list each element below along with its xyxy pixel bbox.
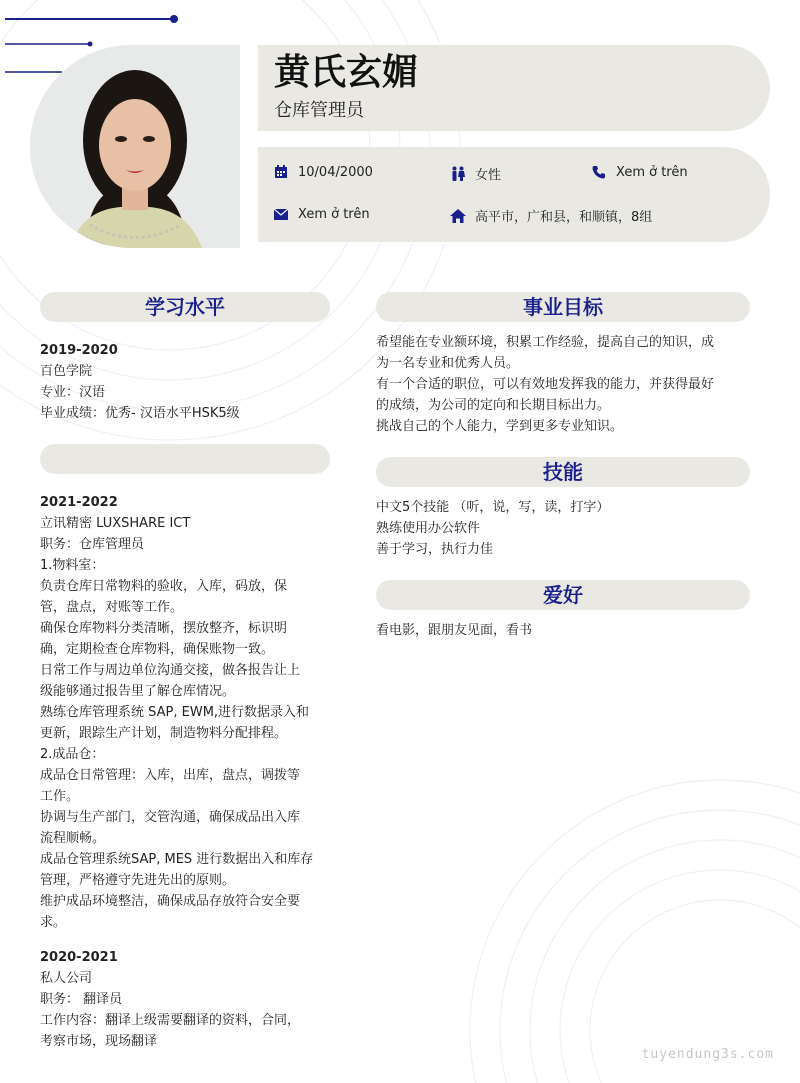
job-line: 维护成品环境整洁，确保成品存放符合安全要 bbox=[40, 894, 301, 909]
address-value: 高平市，广和县，和顺镇，8组 bbox=[475, 210, 653, 225]
skill-line: 中文5个技能 （听，说，写，读，打字） bbox=[376, 500, 610, 515]
objective-line: 为一名专业和优秀人员。 bbox=[376, 356, 520, 371]
job-line: 求。 bbox=[40, 915, 67, 930]
education-line: 专业：汉语 bbox=[40, 385, 106, 400]
education-title: 学习水平 bbox=[40, 292, 330, 322]
job-line: 1.物料室： bbox=[40, 558, 105, 573]
objective-content bbox=[376, 332, 766, 437]
address-row bbox=[447, 206, 652, 225]
job-line: 级能够通过报告里了解仓库情况。 bbox=[40, 684, 236, 699]
objective-title: 事业目标 bbox=[376, 292, 750, 322]
contact-panel bbox=[258, 147, 770, 242]
job-line: 协调与生产部门，交管沟通，确保成品出入库 bbox=[40, 810, 301, 825]
hobbies-title: 爱好 bbox=[376, 580, 750, 610]
objective-line: 挑战自己的个人能力，学到更多专业知识。 bbox=[376, 419, 624, 434]
job-line: 熟练仓库管理系统 SAP, EWM,进行数据录入和 bbox=[40, 705, 310, 720]
home-icon bbox=[447, 208, 469, 224]
job-line: 负责仓库日常物料的验收，入库，码放，保 bbox=[40, 579, 288, 594]
education-line: 毕业成绩：优秀- 汉语水平HSK5级 bbox=[40, 406, 240, 421]
profile-photo bbox=[30, 45, 240, 248]
candidate-role: 仓库管理员 bbox=[274, 100, 364, 121]
job-line: 考察市场，现场翻译 bbox=[40, 1034, 158, 1049]
job-line: 日常工作与周边单位沟通交接，做各报告让上 bbox=[40, 663, 301, 678]
name-panel bbox=[258, 45, 770, 131]
education-year: 2019-2020 bbox=[40, 343, 118, 358]
email-row bbox=[270, 206, 370, 222]
job-line: 成品仓日常管理：入库，出库，盘点，调拨等 bbox=[40, 768, 301, 783]
candidate-name: 黄氏玄媚 bbox=[274, 52, 419, 93]
skills-title: 技能 bbox=[376, 457, 750, 487]
job-line: 确保仓库物料分类清晰，摆放整齐，标识明 bbox=[40, 621, 288, 636]
phone-row bbox=[588, 164, 688, 180]
gender-value: 女性 bbox=[475, 168, 502, 183]
watermark: tuyendung3s.com bbox=[641, 1047, 774, 1062]
job-year: 2021-2022 bbox=[40, 495, 118, 510]
job-line: 立讯精密 LUXSHARE ICT bbox=[40, 516, 191, 531]
job-line: 工作。 bbox=[40, 789, 80, 804]
objective-line: 希望能在专业额环境，积累工作经验，提高自己的知识，成 bbox=[376, 335, 715, 350]
experience-content bbox=[40, 492, 340, 1052]
envelope-icon bbox=[270, 206, 292, 222]
email-value[interactable]: Xem ở trên bbox=[298, 206, 370, 222]
job-line: 2.成品仓： bbox=[40, 747, 105, 762]
gender-row bbox=[447, 164, 501, 183]
birthday-row bbox=[270, 164, 373, 180]
job-line: 成品仓管理系统SAP, MES 进行数据出入和库存 bbox=[40, 852, 314, 867]
birthday-value: 10/04/2000 bbox=[298, 164, 373, 180]
experience-title bbox=[40, 444, 330, 474]
hobby-line: 看电影，跟朋友见面，看书 bbox=[376, 623, 533, 638]
job-line: 职务：仓库管理员 bbox=[40, 537, 145, 552]
phone-icon bbox=[588, 164, 610, 180]
skill-line: 善于学习，执行力佳 bbox=[376, 542, 494, 557]
objective-line: 的成绩，为公司的定向和长期目标出力。 bbox=[376, 398, 611, 413]
education-content bbox=[40, 340, 340, 424]
calendar-icon bbox=[270, 164, 292, 180]
job-line: 流程顺畅。 bbox=[40, 831, 106, 846]
gender-icon bbox=[447, 166, 469, 182]
objective-line: 有一个合适的职位，可以有效地发挥我的能力，并获得最好 bbox=[376, 377, 715, 392]
job-line: 工作内容：翻译上级需要翻译的资料，合同， bbox=[40, 1013, 301, 1028]
skill-line: 熟练使用办公软件 bbox=[376, 521, 481, 536]
job-line: 管理，严格遵守先进先出的原则。 bbox=[40, 873, 236, 888]
skills-content bbox=[376, 497, 766, 560]
job-line: 确，定期检查仓库物料，确保账物一致。 bbox=[40, 642, 275, 657]
education-line: 百色学院 bbox=[40, 364, 93, 379]
job-line: 职务： 翻译员 bbox=[40, 992, 123, 1007]
job-year: 2020-2021 bbox=[40, 950, 118, 965]
hobbies-content bbox=[376, 620, 766, 641]
phone-value[interactable]: Xem ở trên bbox=[616, 164, 688, 180]
job-line: 私人公司 bbox=[40, 971, 93, 986]
job-line: 更新，跟踪生产计划，制造物料分配排程。 bbox=[40, 726, 288, 741]
job-line: 管，盘点，对账等工作。 bbox=[40, 600, 184, 615]
